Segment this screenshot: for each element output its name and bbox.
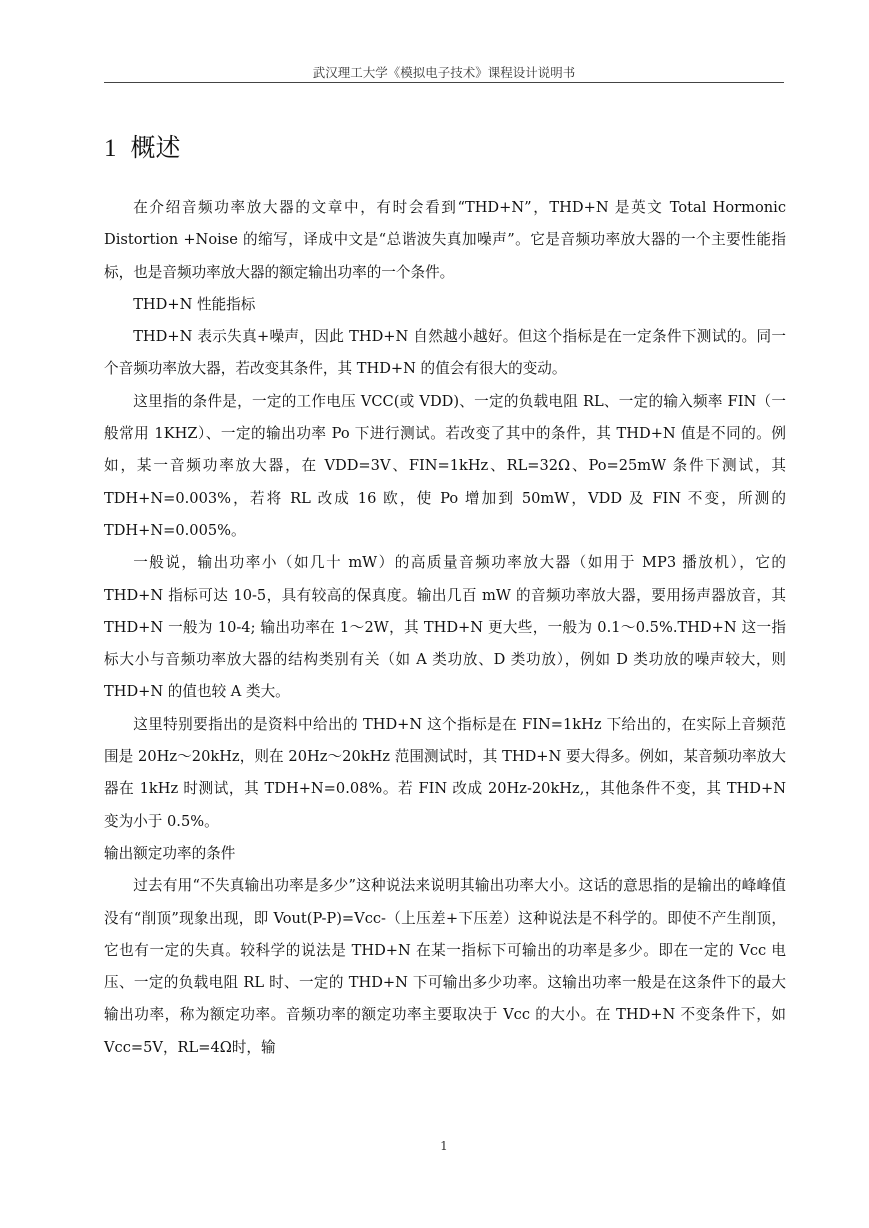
header-rule <box>104 82 784 83</box>
subheading: 输出额定功率的条件 <box>104 844 236 862</box>
subheading: THD+N 性能指标 <box>133 295 256 313</box>
paragraph: 这里特别要指出的是资料中给出的 THD+N 这个指标是在 FIN=1kHz 下给出的，在实际上音频范围是 20Hz～20kHz，则在 20Hz～20kHz 范围测试时，其 THD+N 要大得多。例如，某音频功率放大器在 1kHz 时测试，其 TDH+N=0.08%。若 FIN 改成 20Hz-20kHz,，其他条件不变，其 THD+N 变为小于 0.5%。 <box>104 715 786 830</box>
section-title: 概述 <box>130 133 181 162</box>
paragraph: 一般说，输出功率小（如几十 mW）的高质量音频功率放大器（如用于 MP3 播放机），它的 THD+N 指标可达 10-5，具有较高的保真度。输出几百 mW 的音频功率放大器，要用扬声器放音，其 THD+N 一般为 10-4; 输出功率在 1～2W，其 THD+N 更大些，一般为 0.1～0.5%.THD+N 这一指标大小与音频功率放大器的结构类别有关（如 A 类功放、D 类功放），例如 D 类功放的噪声较大，则 THD+N 的值也较 A 类大。 <box>104 554 786 701</box>
running-header: 武汉理工大学《模拟电子技术》课程设计说明书 <box>312 65 576 80</box>
page-number: 1 <box>440 1139 448 1153</box>
paragraph: THD+N 表示失真+噪声，因此 THD+N 自然越小越好。但这个指标是在一定条件下测试的。同一个音频功率放大器，若改变其条件，其 THD+N 的值会有很大的变动。 <box>104 328 786 378</box>
section-heading <box>104 128 181 164</box>
section-number: 1 <box>104 135 117 162</box>
paragraph: 在介绍音频功率放大器的文章中，有时会看到“THD+N”，THD+N 是英文 Total Hormonic Distortion +Noise 的缩写，译成中文是“总谐波失真加噪声”。它是音频功率放大器的一个主要性能指标，也是音频功率放大器的额定输出功率的一个条件。 <box>104 199 786 281</box>
body-text <box>104 192 786 1064</box>
paragraph: 过去有用“不失真输出功率是多少”这种说法来说明其输出功率大小。这话的意思指的是输出的峰峰值没有“削顶”现象出现，即 Vout(P-P)=Vcc-（上压差+下压差）这种说法是不科学的。即使不产生削顶，它也有一定的失真。较科学的说法是 THD+N 在某一指标下可输出的功率是多少。即在一定的 Vcc 电压、一定的负载电阻 RL 时、一定的 THD+N 下可输出多少功率。这输出功率一般是在这条件下的最大输出功率，称为额定功率。音频功率的额定功率主要取决于 Vcc 的大小。在 THD+N 不变条件下，如 Vcc=5V，RL=4Ω时，输 <box>104 877 786 1056</box>
paragraph: 这里指的条件是，一定的工作电压 VCC(或 VDD)、一定的负载电阻 RL、一定的输入频率 FIN（一般常用 1KHZ）、一定的输出功率 Po 下进行测试。若改变了其中的条件，其 THD+N 值是不同的。例如，某一音频功率放大器，在 VDD=3V、FIN=1kHz、RL=32Ω、Po=25mW 条件下测试，其 TDH+N=0.003%，若将 RL 改成 16 欧，使 Po 增加到 50mW，VDD 及 FIN 不变，所测的 TDH+N=0.005%。 <box>104 392 786 539</box>
